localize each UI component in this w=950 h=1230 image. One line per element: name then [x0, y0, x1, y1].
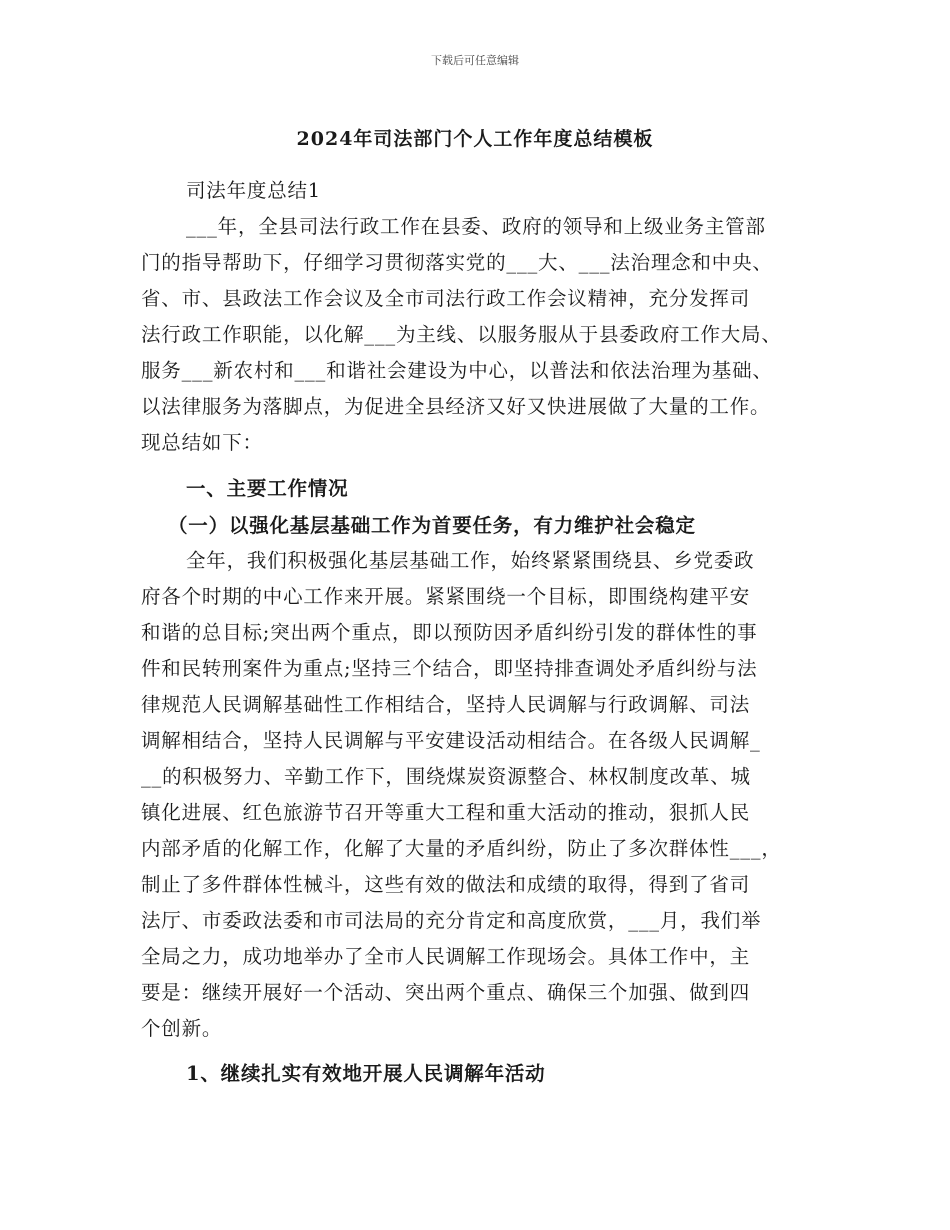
header-note: 下载后可任意编辑 — [431, 54, 519, 67]
paragraph-line: 要是：继续开展好一个活动、突出两个重点、确保三个加强、做到四 — [141, 981, 751, 1004]
paragraph-line: 制止了多件群体性械斗，这些有效的做法和成绩的取得，得到了省司 — [141, 873, 751, 896]
paragraph-line: 全局之力，成功地举办了全市人民调解工作现场会。具体工作中，主 — [141, 945, 751, 968]
paragraph-line: 件和民转刑案件为重点;坚持三个结合，即坚持排查调处矛盾纠纷与法 — [141, 657, 758, 680]
paragraph-line: 法厅、市委政法委和市司法局的充分肯定和高度欣赏，___月，我们举 — [141, 909, 762, 932]
section-heading: 一、主要工作情况 — [186, 477, 349, 500]
paragraph-line: 服务___新农村和___和谐社会建设为中心，以普法和依法治理为基础、 — [141, 359, 773, 382]
paragraph-line: 调解相结合，坚持人民调解与平安建设活动相结合。在各级人民调解_ — [141, 729, 761, 752]
paragraph-line: 现总结如下： — [141, 431, 263, 454]
paragraph-line: 法行政工作职能，以化解___为主线、以服务服从于县委政府工作大局、 — [141, 323, 782, 346]
paragraph-line: 镇化进展、红色旅游节召开等重大工程和重大活动的推动，狠抓人民 — [141, 801, 751, 824]
paragraph-line: 省、市、县政法工作会议及全市司法行政工作会议精神，充分发挥司 — [141, 287, 751, 310]
document-title: 2024年司法部门个人工作年度总结模板 — [296, 128, 654, 150]
paragraph-line: 和谐的总目标;突出两个重点，即以预防因矛盾纠纷引发的群体性的事 — [141, 621, 758, 644]
item-heading: 1、继续扎实有效地开展人民调解年活动 — [186, 1062, 546, 1085]
paragraph-line: 以法律服务为落脚点，为促进全县经济又好又快进展做了大量的工作。 — [141, 395, 771, 418]
paragraph-line: 个创新。 — [141, 1017, 223, 1040]
paragraph-line: 律规范人民调解基础性工作相结合，坚持人民调解与行政调解、司法 — [141, 693, 751, 716]
paragraph-line: ___年，全县司法行政工作在县委、政府的领导和上级业务主管部 — [186, 215, 766, 238]
paragraph-line: 全年，我们积极强化基层基础工作，始终紧紧围绕县、乡党委政 — [186, 549, 755, 572]
subsection-heading: （一）以强化基层基础工作为首要任务，有力维护社会稳定 — [168, 514, 696, 537]
paragraph-line: 门的指导帮助下，仔细学习贯彻落实党的___大、___法治理念和中央、 — [141, 251, 773, 274]
subtitle: 司法年度总结1 — [186, 179, 322, 202]
paragraph-line: 府各个时期的中心工作来开展。紧紧围绕一个目标，即围绕构建平安 — [141, 585, 751, 608]
paragraph-line: 内部矛盾的化解工作，化解了大量的矛盾纠纷，防止了多次群体性___， — [141, 837, 782, 860]
paragraph-line: __的积极努力、辛勤工作下，围绕煤炭资源整合、林权制度改革、城 — [141, 765, 751, 788]
